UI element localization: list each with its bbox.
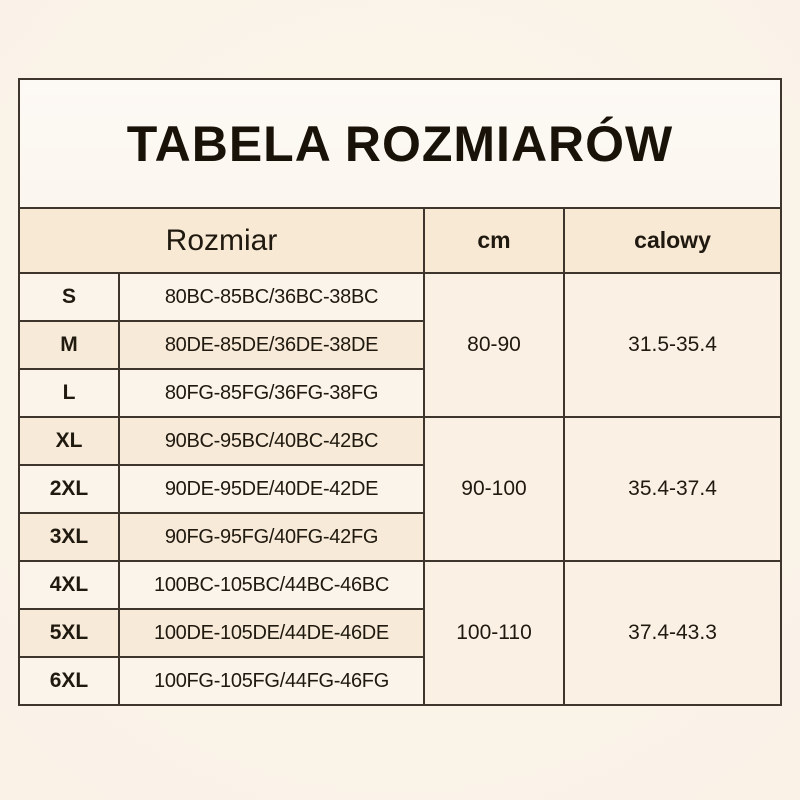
table-row-4xl — [19, 561, 781, 609]
column-header-rozmiar: Rozmiar — [19, 208, 424, 273]
size-range: 80BC-85BC/36BC-38BC — [119, 273, 424, 321]
cm-range-group-1: 80-90 — [424, 273, 564, 417]
header-row — [19, 208, 781, 273]
size-label: 5XL — [19, 609, 119, 657]
size-range: 100FG-105FG/44FG-46FG — [119, 657, 424, 705]
size-label: S — [19, 273, 119, 321]
column-header-cm: cm — [424, 208, 564, 273]
cm-range-group-3: 100-110 — [424, 561, 564, 705]
size-chart-table — [18, 78, 782, 706]
column-header-calowy: calowy — [564, 208, 781, 273]
size-range: 90FG-95FG/40FG-42FG — [119, 513, 424, 561]
title-row — [19, 79, 781, 208]
size-label: M — [19, 321, 119, 369]
inch-range-group-2: 35.4-37.4 — [564, 417, 781, 561]
size-range: 80DE-85DE/36DE-38DE — [119, 321, 424, 369]
size-range: 100DE-105DE/44DE-46DE — [119, 609, 424, 657]
table-row-s — [19, 273, 781, 321]
cm-range-group-2: 90-100 — [424, 417, 564, 561]
table-row-xl — [19, 417, 781, 465]
size-label: 4XL — [19, 561, 119, 609]
size-label: L — [19, 369, 119, 417]
size-label: 2XL — [19, 465, 119, 513]
size-label: 6XL — [19, 657, 119, 705]
size-range: 100BC-105BC/44BC-46BC — [119, 561, 424, 609]
size-range: 80FG-85FG/36FG-38FG — [119, 369, 424, 417]
size-range: 90DE-95DE/40DE-42DE — [119, 465, 424, 513]
size-label: 3XL — [19, 513, 119, 561]
size-range: 90BC-95BC/40BC-42BC — [119, 417, 424, 465]
size-label: XL — [19, 417, 119, 465]
chart-title: TABELA ROZMIARÓW — [19, 79, 781, 208]
inch-range-group-1: 31.5-35.4 — [564, 273, 781, 417]
inch-range-group-3: 37.4-43.3 — [564, 561, 781, 705]
